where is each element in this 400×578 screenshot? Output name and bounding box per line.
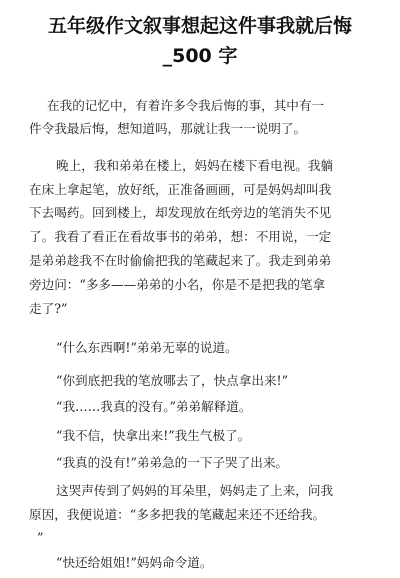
body-line: 件令我最后悔，想知道吗，那就让我一一说明了。 bbox=[29, 121, 307, 136]
body-line: “什么东西啊!”弟弟无辜的说道。 bbox=[56, 340, 238, 355]
body-line: 这哭声传到了妈妈的耳朵里，妈妈走了上来，问我 bbox=[56, 483, 334, 498]
article-title-line-2: _500 字 bbox=[162, 45, 238, 67]
body-line: 原因，我便说道：“多多把我的笔藏起来还不还给我。 bbox=[29, 507, 326, 522]
body-line: “我不信，快拿出来!”我生气极了。 bbox=[56, 428, 251, 443]
body-line: “快还给姐姐!”妈妈命令道。 bbox=[56, 555, 213, 570]
body-line: 旁边问：“多多——弟弟的小名，你是不是把我的笔拿 bbox=[29, 277, 326, 292]
body-line: 了。我看了看正在看故事书的弟弟，想：不用说，一定 bbox=[29, 229, 332, 244]
body-line: 在我的记忆中，有着许多令我后悔的事，其中有一 bbox=[47, 98, 325, 113]
article-title-line-1: 五年级作文叙事想起这件事我就后悔 bbox=[47, 15, 352, 37]
body-line: “你到底把我的笔放哪去了，快点拿出来!” bbox=[56, 373, 289, 388]
body-line: 在床上拿起笔，放好纸，正准备画画，可是妈妈却叫我 bbox=[29, 182, 332, 197]
body-line: 晚上，我和弟弟在楼上，妈妈在楼下看电视。我躺 bbox=[56, 158, 334, 173]
body-line: “我真的没有!”弟弟急的一下子哭了出来。 bbox=[56, 455, 289, 470]
body-line: ” bbox=[37, 530, 44, 545]
body-line: 是弟弟趁我不在时偷偷把我的笔藏起来了。我走到弟弟 bbox=[29, 253, 332, 268]
body-line: 下去喝药。回到楼上，却发现放在纸旁边的笔消失不见 bbox=[29, 205, 332, 220]
body-line: 走了?” bbox=[29, 301, 68, 316]
body-line: “我……我真的没有。”弟弟解释道。 bbox=[56, 399, 252, 414]
